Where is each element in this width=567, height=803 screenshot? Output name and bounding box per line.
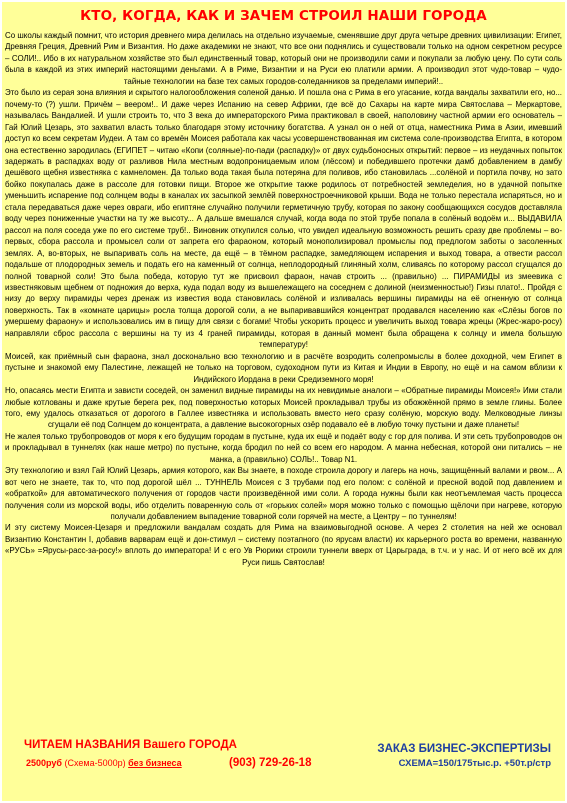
business-expertise-offer[interactable]: ЗАКАЗ БИЗНЕС-ЭКСПЕРТИЗЫ — [377, 743, 551, 755]
footer-ad — [2, 737, 565, 799]
paragraph-byzantium-rus: И эту систему Моисея-Цезаря и предложили вандалам создать для Рима на взаимовыгодной основе. А через 2 столетия на ней же основал Византию Константин I, добавив варварам ещё и дон-стимул – систему поэтапного (по ярусам власти) их карьерного роста во времени, названную «РУСЬ» =Ярусы-расс-за-росу!» вплоть до императора! И с его Ув Рюрики строили туннели вверх от Царьграда, в т.ч. и у нас. И от него всё их для Руси пишь Святослав! — [5, 523, 562, 567]
page-title: КТО, КОГДА, КАК И ЗАЧЕМ СТРОИЛ НАШИ ГОРОДА — [80, 8, 487, 24]
paragraph-intro: Со школы каждый помнит, что история древнего мира делилась на отдельно изучаемые, сменявшие друг друга четыре древних цивилизации: Египет, Древняя Греция, Древний Рим и Византия. Но даже академики не знают, что все они поднялись и существовали только на одном секретном ресурсе – СОЛИ!.. Ибо в их натуральном хозяйстве это был единственный товар, который они не производили сами и покупали за любую цену. По сути соль была в каждой из этих империй настоящими деньгами. А в Риме, Византии и на Руси ею платили армии. А производил этот чудо-товар – чудо-тайные технологии на базе тех самых городов-соледанников за пределами империй!.. — [5, 31, 562, 86]
city-names-offer[interactable]: ЧИТАЕМ НАЗВАНИЯ Вашего ГОРОДА — [24, 739, 237, 751]
paragraph-pipelines: Не жалея только трубопроводов от моря к его будущим городам в пустыне, куда их ещё и подаёт воду с гор для полива. И эти сеть трубопроводов он и прокладывал в туннелях (как наше метро) по пустыне, когда бродил по ней со всем его народом. А манна небесная, которой они питались – не манка, а (правильно) СОЛЬ!.. Товар N1. — [5, 431, 562, 464]
poster-page — [2, 2, 565, 801]
paragraph-caesar-tunnel: Эту технологию и взял Гай Юлий Цезарь, армия которого, как Вы знаете, в походе строила дорогу и лагерь на ночь, защищённый валами и рвом... А вот чего не знаете, так то, что под дорогой шёл ... ТУННЕЛЬ Моисея с 3 трубами под его полом: с солёной и пресной водой под давлением и «обраткой» для автоматического получения от городов части произведённой ими соли. А города нужны были как неотъемлемая часть процесса получения соли из морской воды, ибо отделить поваренную соль от «горьких солей» моря можно только с помощью щёлочи при нагреве, которую получали добавлением выпадение товарной соли горячей на месте, а Центру – по туннелям! — [5, 466, 562, 522]
paragraph-rome-vandals: Это было из серая зона влияния и скрытого налогообложения соленой данью. И пошла она с Рима в его угасание, когда вандалы захватили его, но... почему-то (?) ушли. Причём – веером!.. И даже через Испанию на север Африки, где всё до Сахары на карте мира Святослава – Меркартове, называлась Вандалией. И ушли строить то, что 3 века до императорского Рима практиковал в своей, наполовину частной армии его основатель – Гай Юлий Цезарь, это захватил власть только благодаря этому источнику богатства. А узнал он о ней от отца, наместника Рима в Азии, имевший доступ ко всем секретам Иудеи. А там со времён Моисея работала как часы усовершенствованная им система соле-производства Египта, в котором она естественно зародилась (ЕГИПЕТ – читаю «Копи (соляные)-по-пади (распадку)» от двух судьбоносных открытий: первое – из неудачных попыток задержать в распадках воду от разливов Нила местным водопроницаемым илом (лёссом) и победившего протечки дамб добавлением в дамбу дешёвого щебня известняка с камнеломен. Да только вода такая была потеряна для поливов, ибо становилась ...солёной и портила почву, но зато бойко покупалась даже в рассоле для готовки пищи. Второе же открытие также родилось от потребностей земледелия, но в удачной попытке уменьшить испарение под солнцем воды в каналах их засыпкой землёй поверхностроечниковой крыши. Вода не только перестала испаряться, но и стала передаваться даже через овраги, ибо египтяне случайно получили герметичную трубу, которая по закону сообщающихся сосудов доставляла воду через пониженные участки на ту же высоту... А дальше вмешался случай, когда вода по этой трубе попала в солёный водоём и... ВЫДАВИЛА рассол на поля соседа уже по его системе труб!.. Виновник откупился солью, что увидел идеальную возможность решить сразу две проблемы – во-первых, сбора рассола и промысел соли от запрета его фараоном, который монополизировал промыслы под предлогом заботы о засоленных землях. А, во-вторых, не выпаривать соль на месте, да ещё – в тёмном распадке, замедляющем испарения и выход товара, а отвести рассол подальше от плодородных земель и подать его на каменный от солнца, неплодородный глиняный холм, сливаясь по которому рассол сгущался до полной товарной соли! Это была победа, которую тут же присвоил фараон, начав строить ... (правильно) ... ПИРАМИДЫ из змеевика с известняковым щебнем от подножия до верха, куда подал воду из вышележащего на соседнем с долиной (неизменностью!) Гизы плато!.. Пройдя с низу до верху пирамиды через дренаж из известия вода становилась солёной и изливалась вершины пирамиды на её огненную от солнца поверхность. Так в «комнате царицы» росла толща дорогой соли, а не выпаривавшийся концентрат продавался населению как «Слёзы богов по умершему фараону» и использовались им в пищу для связи с богами! Чтобы ускорить процесс и увеличить выход товара жрецы (Жрес-жаро-росу) направляли сброс рассола с вершины на ту из 4 граней пирамиды, которая в данный момент была обращена к солнцу и имела большую температуру! — [5, 88, 562, 350]
article-body — [5, 30, 562, 730]
paragraph-inverted-pyramids: Но, опасаясь мести Египта и зависти соседей, он заменил видные пирамиды на их невидимые аналоги – «Обратные пирамиды Моисея!» Ими стали любые котлованы и даже крутые берега рек, под поверхностью которых Моисей прокладывал трубы из обожжённой прямо в земле глины. Более того, ему удалось отказаться от дорогого в Галлее известняка и использовать вместо него сразу солёную, морскую воду. Мелководные линзы сгущали её под Солнцем до концентрата, а давление высокогорных озёр подавало её в любую точку пустыни и даже планеты! — [5, 386, 562, 430]
price-value: 2500руб — [26, 758, 62, 768]
price-info — [26, 758, 182, 768]
paragraph-moses: Моисей, как приёмный сын фараона, знал досконально всю технологию и в расчёте возродить солепромыслы в более доходной, чем Египет в пустыне и знакомой ему Палестине, лежащей не только на торговом, судоходном пути из Китая и Индии в Европу, но ещё и на самом вблизи к Индийского Иордана в реки Средиземного моря! — [5, 351, 562, 384]
phone-number[interactable]: (903) 729-26-18 — [229, 757, 312, 769]
price-scheme: (Схема-5000р) — [64, 758, 126, 768]
price-no-business: без бизнеса — [128, 758, 182, 768]
expertise-price: СХЕМА=150/175тыс.р. +50т.р/стр — [398, 758, 551, 769]
